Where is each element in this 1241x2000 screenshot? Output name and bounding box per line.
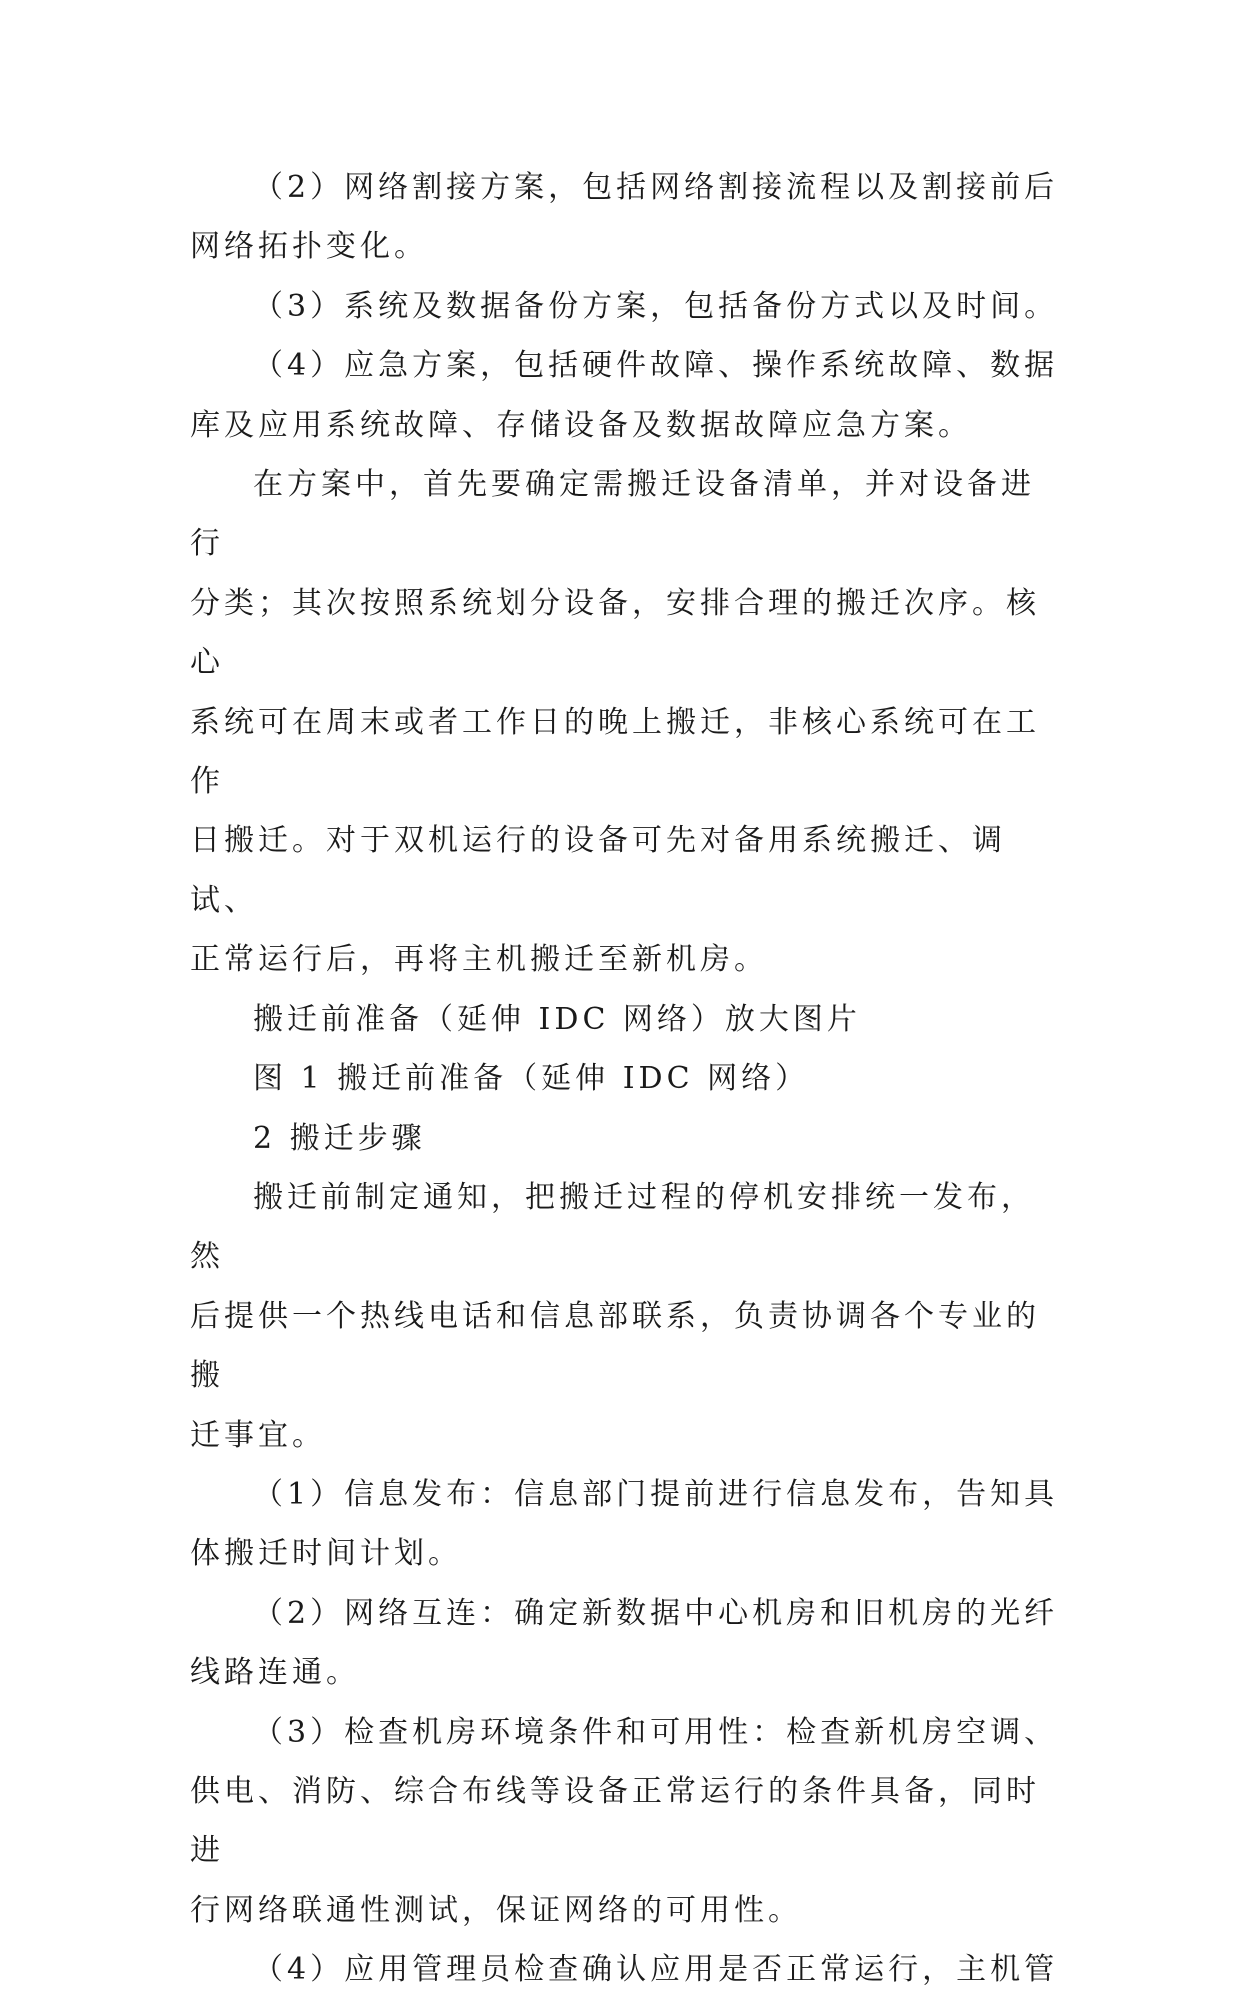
- paragraph: [190, 158, 1060, 277]
- paragraph: [190, 1703, 1060, 1941]
- paragraph-line: 体搬迁时间计划。: [190, 1536, 462, 1572]
- paragraph-line: 正常运行后，再将主机搬迁至新机房。: [190, 942, 768, 978]
- paragraph-line: （3）检查机房环境条件和可用性：检查新机房空调、: [253, 1714, 1059, 1750]
- paragraph-line: 分类；其次按照系统划分设备，安排合理的搬迁次序。核心: [190, 585, 1040, 681]
- paragraph: [190, 1584, 1060, 1703]
- paragraph: [190, 455, 1060, 990]
- paragraph: [190, 1465, 1060, 1584]
- paragraph-line: 后提供一个热线电话和信息部联系，负责协调各个专业的搬: [190, 1298, 1040, 1394]
- paragraph: [190, 1109, 1060, 1168]
- paragraph-line: （1）信息发布：信息部门提前进行信息发布，告知具: [253, 1476, 1059, 1512]
- paragraph-line: 网络拓扑变化。: [190, 229, 428, 265]
- paragraph-line: （4）应用管理员检查确认应用是否正常运行，主机管: [253, 1952, 1059, 1988]
- paragraph-line: 日搬迁。对于双机运行的设备可先对备用系统搬迁、调试、: [190, 823, 1006, 918]
- paragraph-line: （4）应急方案，包括硬件故障、操作系统故障、数据: [253, 348, 1059, 384]
- paragraph-line: 2 搬迁步骤: [253, 1120, 426, 1156]
- paragraph: [190, 1940, 1060, 1999]
- paragraph-line: 搬迁前制定通知，把搬迁过程的停机安排统一发布，然: [190, 1179, 1035, 1275]
- paragraph: [190, 336, 1060, 455]
- paragraph-line: 搬迁前准备（延伸 IDC 网络）放大图片: [253, 1001, 861, 1037]
- paragraph-line: （2）网络互连：确定新数据中心机房和旧机房的光纤: [253, 1595, 1059, 1631]
- paragraph-line: （2）网络割接方案，包括网络割接流程以及割接前后: [253, 170, 1059, 205]
- paragraph-line: 在方案中，首先要确定需搬迁设备清单，并对设备进行: [190, 467, 1035, 562]
- paragraph-line: 供电、消防、综合布线等设备正常运行的条件具备，同时进: [190, 1773, 1040, 1869]
- body-text: [190, 158, 1060, 2000]
- paragraph-line: 图 1 搬迁前准备（延伸 IDC 网络）: [253, 1061, 810, 1097]
- paragraph: [190, 990, 1060, 1049]
- paragraph-line: 迁事宜。: [190, 1417, 326, 1453]
- paragraph-line: 线路连通。: [190, 1655, 360, 1691]
- paragraph-line: 行网络联通性测试，保证网络的可用性。: [190, 1892, 802, 1928]
- paragraph-line: 库及应用系统故障、存储设备及数据故障应急方案。: [190, 407, 972, 443]
- paragraph-line: 系统可在周末或者工作日的晚上搬迁，非核心系统可在工作: [190, 704, 1040, 800]
- paragraph: [190, 1168, 1060, 1465]
- paragraph: [190, 1049, 1060, 1108]
- paragraph-line: （3）系统及数据备份方案，包括备份方式以及时间。: [253, 288, 1059, 324]
- paragraph: [190, 277, 1060, 336]
